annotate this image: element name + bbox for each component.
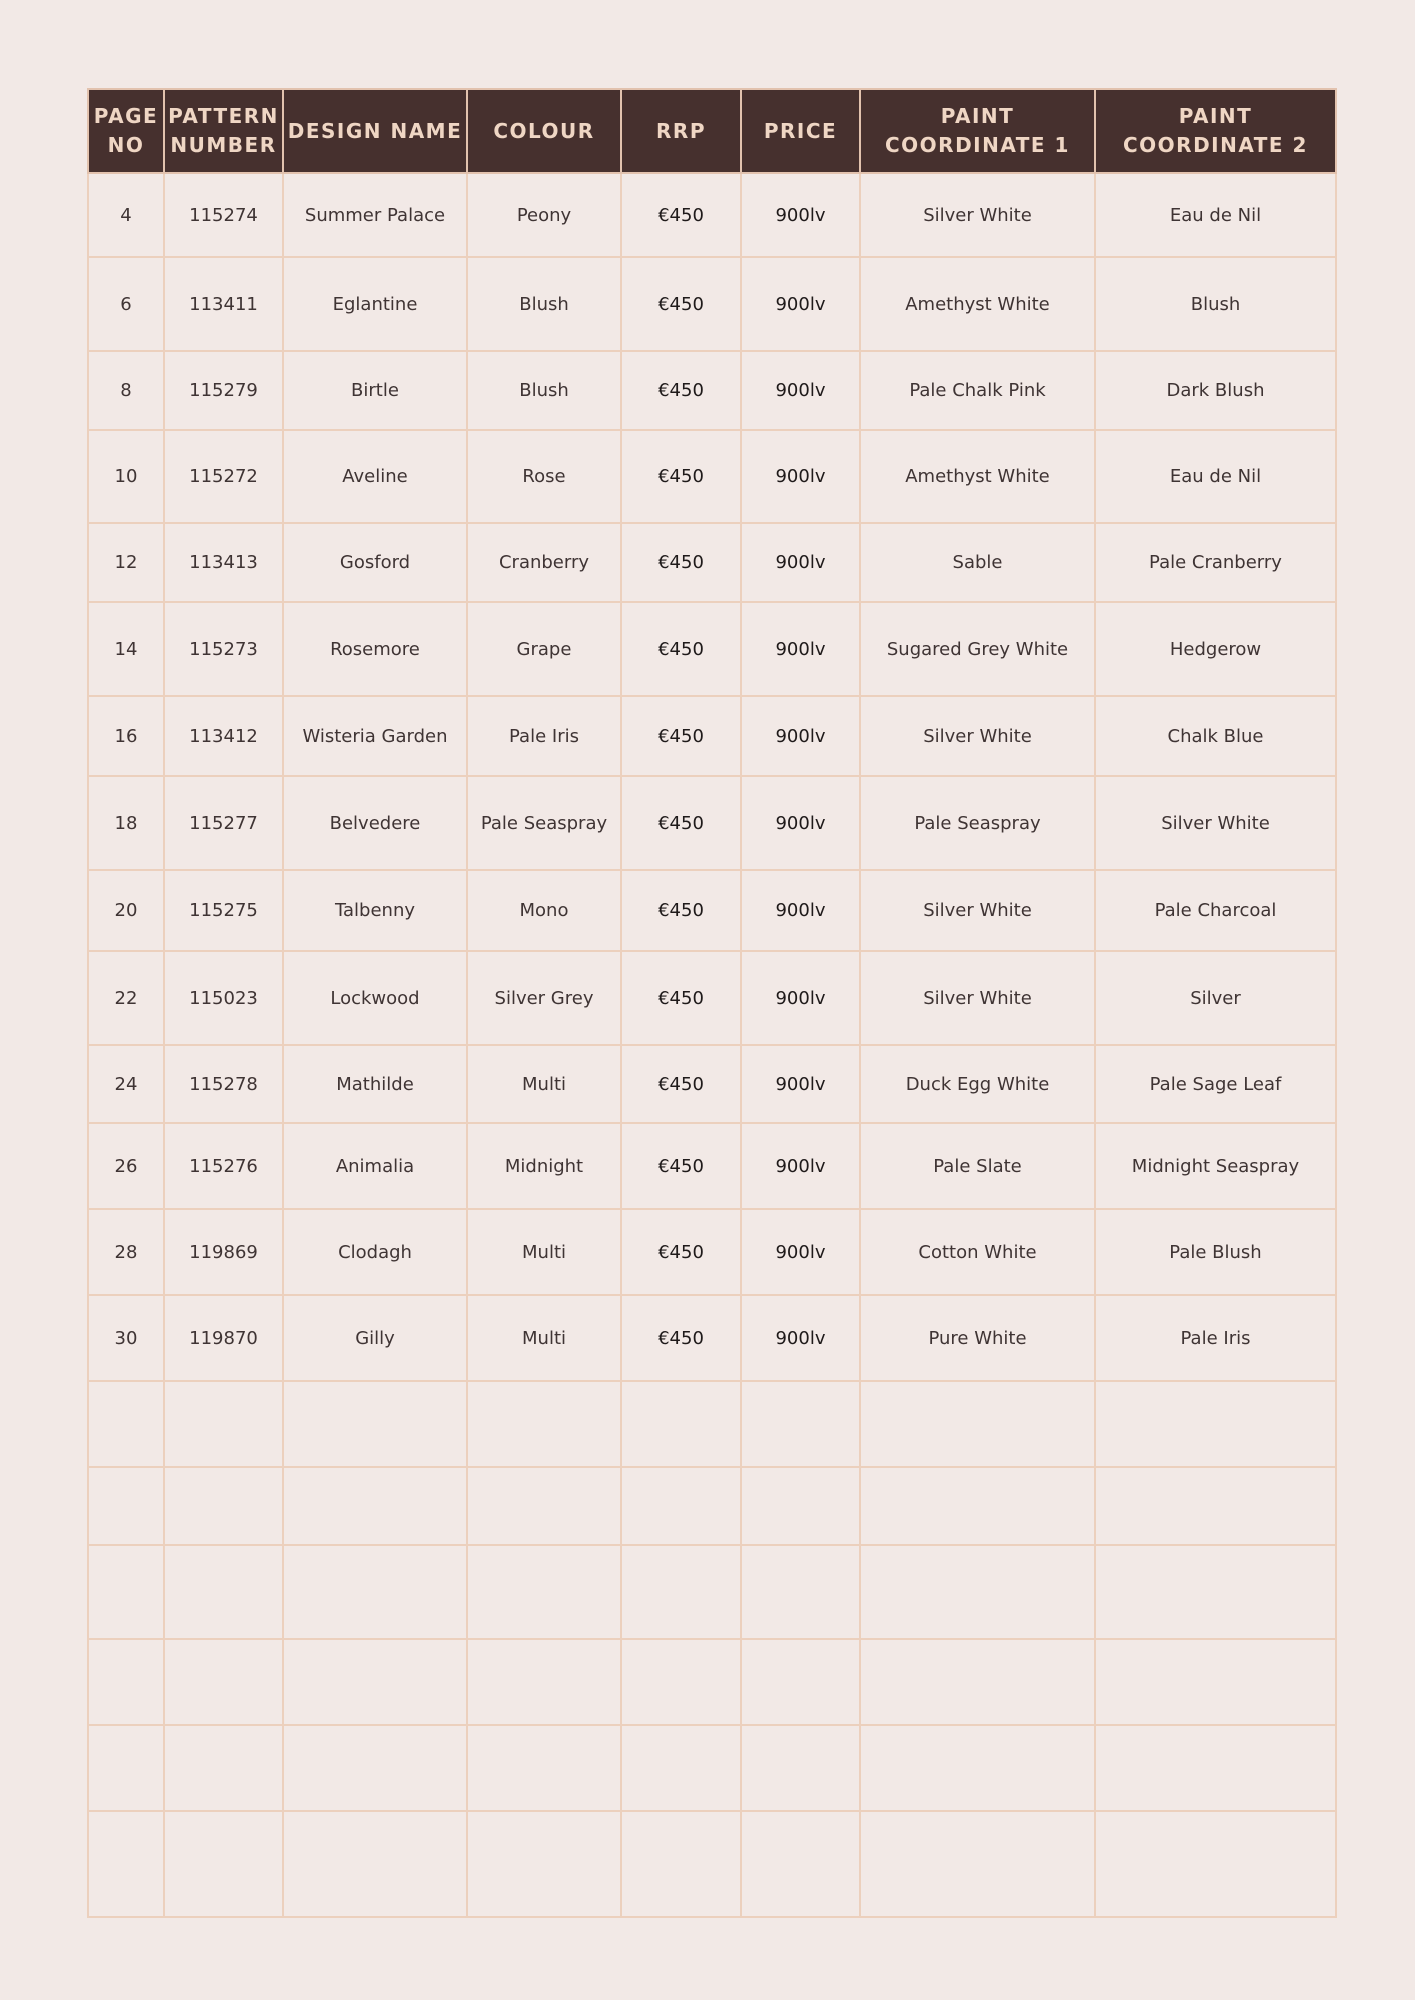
page-no-cell: 26 <box>88 1123 164 1209</box>
price-cell <box>741 1725 860 1811</box>
price-cell <box>741 1811 860 1917</box>
pattern-number-cell: 115273 <box>164 602 283 696</box>
paint-coordinate-1-cell: Pale Chalk Pink <box>860 351 1095 430</box>
design-name-cell <box>283 1639 467 1725</box>
table-row <box>88 1209 1336 1295</box>
paint-coordinate-1-cell <box>860 1467 1095 1545</box>
paint-coordinate-2-cell <box>1095 1639 1336 1725</box>
colour-cell: Grape <box>467 602 621 696</box>
paint-coordinate-1-cell: Sugared Grey White <box>860 602 1095 696</box>
table-row <box>88 430 1336 523</box>
paint-coordinate-1-cell <box>860 1725 1095 1811</box>
header-page-no: PAGE NO <box>88 89 164 173</box>
design-name-cell: Clodagh <box>283 1209 467 1295</box>
header-design-name: DESIGN NAME <box>283 89 467 173</box>
page-no-cell <box>88 1725 164 1811</box>
design-name-cell: Talbenny <box>283 870 467 951</box>
paint-coordinate-2-cell <box>1095 1381 1336 1467</box>
design-name-cell <box>283 1811 467 1917</box>
paint-coordinate-1-cell <box>860 1811 1095 1917</box>
paint-coordinate-1-cell <box>860 1639 1095 1725</box>
colour-cell <box>467 1467 621 1545</box>
pattern-number-cell: 113412 <box>164 696 283 776</box>
colour-cell <box>467 1381 621 1467</box>
paint-coordinate-1-cell: Pale Seaspray <box>860 776 1095 870</box>
table-row <box>88 602 1336 696</box>
design-name-cell: Wisteria Garden <box>283 696 467 776</box>
paint-coordinate-2-cell: Hedgerow <box>1095 602 1336 696</box>
price-cell: 900lv <box>741 951 860 1045</box>
table-header-row <box>88 89 1336 173</box>
colour-cell: Multi <box>467 1209 621 1295</box>
rrp-cell <box>621 1811 741 1917</box>
page-no-cell: 20 <box>88 870 164 951</box>
pattern-number-cell: 119869 <box>164 1209 283 1295</box>
paint-coordinate-2-cell: Chalk Blue <box>1095 696 1336 776</box>
price-cell <box>741 1381 860 1467</box>
rrp-cell: €450 <box>621 951 741 1045</box>
design-name-cell: Rosemore <box>283 602 467 696</box>
table-row <box>88 776 1336 870</box>
design-name-cell: Mathilde <box>283 1045 467 1123</box>
table-row <box>88 351 1336 430</box>
page-no-cell: 6 <box>88 257 164 351</box>
paint-coordinate-2-cell <box>1095 1811 1336 1917</box>
design-name-cell <box>283 1545 467 1639</box>
price-cell: 900lv <box>741 1295 860 1381</box>
paint-coordinate-2-cell: Pale Blush <box>1095 1209 1336 1295</box>
table-row <box>88 696 1336 776</box>
colour-cell: Multi <box>467 1045 621 1123</box>
colour-cell: Mono <box>467 870 621 951</box>
colour-cell: Pale Iris <box>467 696 621 776</box>
page-no-cell <box>88 1811 164 1917</box>
table-row <box>88 257 1336 351</box>
paint-coordinate-2-cell: Pale Cranberry <box>1095 523 1336 602</box>
paint-coordinate-1-cell: Silver White <box>860 696 1095 776</box>
pattern-number-cell <box>164 1811 283 1917</box>
pattern-number-cell: 115277 <box>164 776 283 870</box>
paint-coordinate-2-cell: Pale Iris <box>1095 1295 1336 1381</box>
pattern-number-cell <box>164 1725 283 1811</box>
empty-table-row <box>88 1467 1336 1545</box>
rrp-cell: €450 <box>621 351 741 430</box>
page-no-cell: 12 <box>88 523 164 602</box>
price-list-sheet <box>87 88 1335 1918</box>
table-row <box>88 1295 1336 1381</box>
table-row <box>88 1123 1336 1209</box>
empty-table-row <box>88 1639 1336 1725</box>
paint-coordinate-2-cell: Pale Charcoal <box>1095 870 1336 951</box>
paint-coordinate-1-cell: Sable <box>860 523 1095 602</box>
price-cell: 900lv <box>741 1123 860 1209</box>
pattern-number-cell <box>164 1467 283 1545</box>
paint-coordinate-2-cell <box>1095 1725 1336 1811</box>
header-paint-coordinate-2: PAINT COORDINATE 2 <box>1095 89 1336 173</box>
paint-coordinate-2-cell: Dark Blush <box>1095 351 1336 430</box>
price-cell: 900lv <box>741 1045 860 1123</box>
price-cell: 900lv <box>741 696 860 776</box>
pattern-number-cell <box>164 1639 283 1725</box>
colour-cell: Blush <box>467 257 621 351</box>
rrp-cell: €450 <box>621 173 741 257</box>
page-no-cell: 24 <box>88 1045 164 1123</box>
paint-coordinate-2-cell: Midnight Seaspray <box>1095 1123 1336 1209</box>
rrp-cell: €450 <box>621 1045 741 1123</box>
page-no-cell: 22 <box>88 951 164 1045</box>
rrp-cell: €450 <box>621 257 741 351</box>
empty-table-row <box>88 1381 1336 1467</box>
design-name-cell: Lockwood <box>283 951 467 1045</box>
colour-cell: Rose <box>467 430 621 523</box>
price-cell: 900lv <box>741 602 860 696</box>
price-cell <box>741 1545 860 1639</box>
empty-table-row <box>88 1725 1336 1811</box>
rrp-cell <box>621 1467 741 1545</box>
paint-coordinate-1-cell: Amethyst White <box>860 257 1095 351</box>
colour-cell: Silver Grey <box>467 951 621 1045</box>
colour-cell: Multi <box>467 1295 621 1381</box>
rrp-cell: €450 <box>621 1295 741 1381</box>
rrp-cell: €450 <box>621 1123 741 1209</box>
paint-coordinate-1-cell: Pure White <box>860 1295 1095 1381</box>
table-row <box>88 951 1336 1045</box>
rrp-cell <box>621 1639 741 1725</box>
empty-table-row <box>88 1811 1336 1917</box>
rrp-cell: €450 <box>621 430 741 523</box>
design-name-cell: Animalia <box>283 1123 467 1209</box>
page-no-cell <box>88 1639 164 1725</box>
table-row <box>88 173 1336 257</box>
table-row <box>88 870 1336 951</box>
table-row <box>88 523 1336 602</box>
header-rrp: RRP <box>621 89 741 173</box>
pattern-number-cell: 115276 <box>164 1123 283 1209</box>
paint-coordinate-2-cell: Silver <box>1095 951 1336 1045</box>
rrp-cell: €450 <box>621 602 741 696</box>
pattern-number-cell: 113413 <box>164 523 283 602</box>
paint-coordinate-1-cell: Silver White <box>860 951 1095 1045</box>
pattern-number-cell: 115275 <box>164 870 283 951</box>
page-no-cell: 8 <box>88 351 164 430</box>
colour-cell <box>467 1811 621 1917</box>
price-cell: 900lv <box>741 1209 860 1295</box>
pattern-number-cell: 115279 <box>164 351 283 430</box>
paint-coordinate-2-cell: Eau de Nil <box>1095 430 1336 523</box>
paint-coordinate-1-cell: Silver White <box>860 870 1095 951</box>
price-cell: 900lv <box>741 173 860 257</box>
price-list-table <box>87 88 1337 1918</box>
paint-coordinate-2-cell: Pale Sage Leaf <box>1095 1045 1336 1123</box>
pattern-number-cell: 119870 <box>164 1295 283 1381</box>
page-no-cell: 14 <box>88 602 164 696</box>
paint-coordinate-1-cell: Silver White <box>860 173 1095 257</box>
rrp-cell: €450 <box>621 870 741 951</box>
page-no-cell: 18 <box>88 776 164 870</box>
pattern-number-cell: 115274 <box>164 173 283 257</box>
colour-cell <box>467 1545 621 1639</box>
colour-cell: Cranberry <box>467 523 621 602</box>
colour-cell: Pale Seaspray <box>467 776 621 870</box>
design-name-cell <box>283 1467 467 1545</box>
pattern-number-cell <box>164 1545 283 1639</box>
table-row <box>88 1045 1336 1123</box>
colour-cell: Peony <box>467 173 621 257</box>
pattern-number-cell: 115278 <box>164 1045 283 1123</box>
paint-coordinate-2-cell <box>1095 1545 1336 1639</box>
design-name-cell <box>283 1725 467 1811</box>
pattern-number-cell: 113411 <box>164 257 283 351</box>
rrp-cell: €450 <box>621 1209 741 1295</box>
pattern-number-cell: 115023 <box>164 951 283 1045</box>
colour-cell <box>467 1725 621 1811</box>
header-price: PRICE <box>741 89 860 173</box>
table-body <box>88 173 1336 1917</box>
price-cell: 900lv <box>741 351 860 430</box>
design-name-cell: Aveline <box>283 430 467 523</box>
price-cell <box>741 1639 860 1725</box>
colour-cell: Blush <box>467 351 621 430</box>
colour-cell <box>467 1639 621 1725</box>
header-colour: COLOUR <box>467 89 621 173</box>
price-cell: 900lv <box>741 430 860 523</box>
page-no-cell: 10 <box>88 430 164 523</box>
design-name-cell: Summer Palace <box>283 173 467 257</box>
price-cell: 900lv <box>741 257 860 351</box>
page-no-cell: 28 <box>88 1209 164 1295</box>
price-cell: 900lv <box>741 776 860 870</box>
paint-coordinate-1-cell: Cotton White <box>860 1209 1095 1295</box>
empty-table-row <box>88 1545 1336 1639</box>
paint-coordinate-1-cell: Pale Slate <box>860 1123 1095 1209</box>
paint-coordinate-1-cell: Amethyst White <box>860 430 1095 523</box>
page-no-cell <box>88 1381 164 1467</box>
page-no-cell <box>88 1545 164 1639</box>
paint-coordinate-2-cell: Eau de Nil <box>1095 173 1336 257</box>
design-name-cell: Gosford <box>283 523 467 602</box>
paint-coordinate-2-cell: Silver White <box>1095 776 1336 870</box>
price-cell: 900lv <box>741 523 860 602</box>
price-cell <box>741 1467 860 1545</box>
pattern-number-cell: 115272 <box>164 430 283 523</box>
page-no-cell: 30 <box>88 1295 164 1381</box>
design-name-cell <box>283 1381 467 1467</box>
rrp-cell: €450 <box>621 696 741 776</box>
design-name-cell: Gilly <box>283 1295 467 1381</box>
page-no-cell: 4 <box>88 173 164 257</box>
page-no-cell <box>88 1467 164 1545</box>
pattern-number-cell <box>164 1381 283 1467</box>
header-pattern-number: PATTERN NUMBER <box>164 89 283 173</box>
header-paint-coordinate-1: PAINT COORDINATE 1 <box>860 89 1095 173</box>
paint-coordinate-1-cell <box>860 1545 1095 1639</box>
colour-cell: Midnight <box>467 1123 621 1209</box>
design-name-cell: Eglantine <box>283 257 467 351</box>
paint-coordinate-2-cell: Blush <box>1095 257 1336 351</box>
rrp-cell <box>621 1381 741 1467</box>
paint-coordinate-1-cell: Duck Egg White <box>860 1045 1095 1123</box>
design-name-cell: Belvedere <box>283 776 467 870</box>
design-name-cell: Birtle <box>283 351 467 430</box>
rrp-cell <box>621 1545 741 1639</box>
rrp-cell: €450 <box>621 776 741 870</box>
paint-coordinate-2-cell <box>1095 1467 1336 1545</box>
rrp-cell <box>621 1725 741 1811</box>
page-no-cell: 16 <box>88 696 164 776</box>
paint-coordinate-1-cell <box>860 1381 1095 1467</box>
price-cell: 900lv <box>741 870 860 951</box>
rrp-cell: €450 <box>621 523 741 602</box>
